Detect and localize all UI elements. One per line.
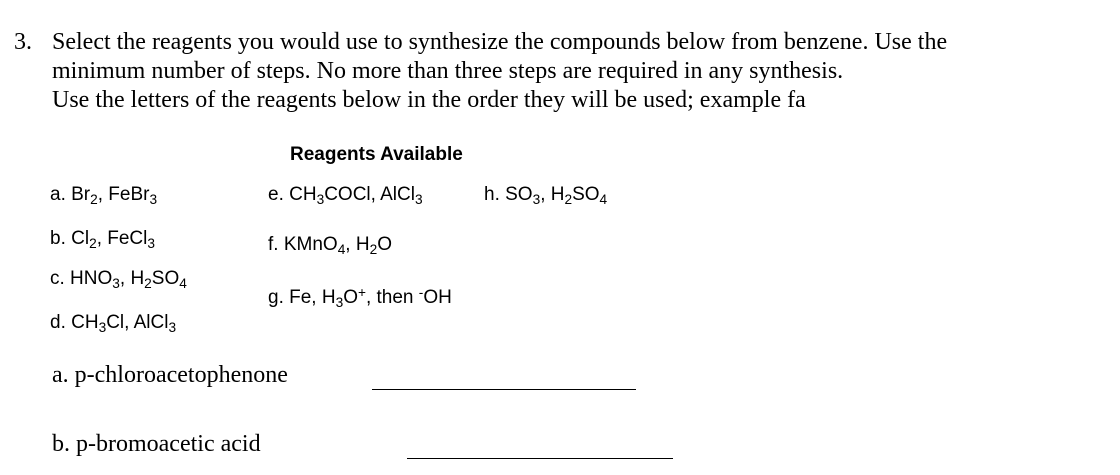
problem-line-2: minimum number of steps. No more than three steps are required in any synthesis. bbox=[52, 58, 844, 84]
reagent-f: f. KMnO$_4$, $H_2O$ bbox=[268, 234, 392, 257]
reagent-g: g. Fe, $H_3O^+$, then -OH bbox=[268, 284, 452, 310]
problem-line-3: Use the letters of the reagents below in the order they will be used; example fa bbox=[52, 87, 806, 113]
reagents-title: Reagents Available bbox=[290, 144, 463, 165]
reagent-e: e. $CH_3COCl$, AlCl$_3$ bbox=[268, 184, 423, 207]
reagent-c: c. $HNO_3$, $H_2SO_4$ bbox=[50, 268, 187, 291]
problem-line-1: Select the reagents you would use to synthesize the compounds below from benzene. Use the bbox=[52, 29, 948, 55]
question-a: a. p-chloroacetophenone bbox=[52, 362, 288, 388]
answer-line-a[interactable] bbox=[372, 389, 636, 390]
reagent-d: d. $CH_3Cl$, AlCl$_3$ bbox=[50, 312, 177, 335]
reagent-b: b. $Cl_2$, FeCl$_3$ bbox=[50, 228, 155, 251]
question-b: b. p-bromoacetic acid bbox=[52, 431, 261, 457]
reagent-h: h. $SO_3$, $H_2SO_4$ bbox=[484, 184, 608, 207]
reagent-a: a. $Br_2$, FeBr$_3$ bbox=[50, 184, 158, 207]
problem-number: 3. bbox=[14, 29, 32, 55]
answer-line-b[interactable] bbox=[407, 458, 673, 459]
